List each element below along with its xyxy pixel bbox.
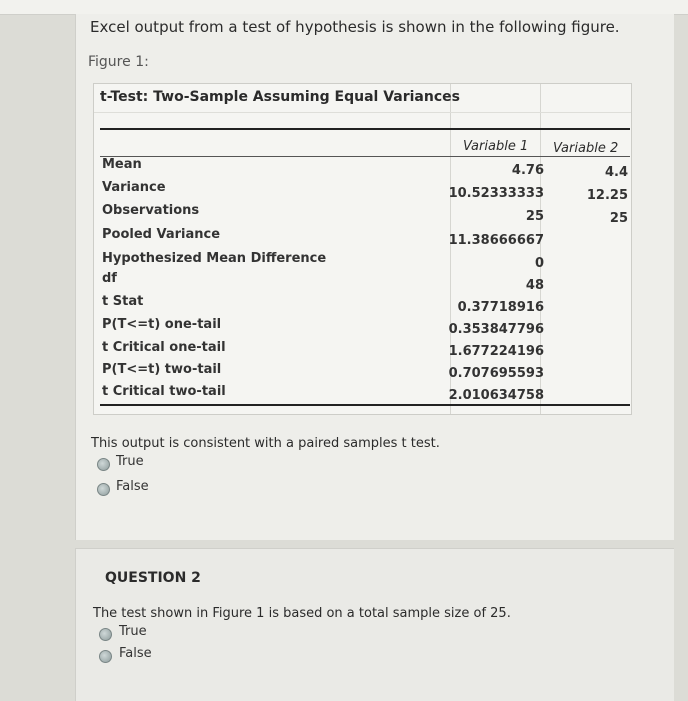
- row-label-pooled-variance: Pooled Variance: [102, 227, 221, 242]
- radio-true-q2[interactable]: [99, 628, 112, 641]
- grid-line: [450, 84, 451, 414]
- figure-label: Figure 1:: [88, 54, 149, 70]
- row-label-hypothesized-mean-difference: Hypothesized Mean Difference: [102, 251, 327, 266]
- p-two-tail-value: 0.707695593: [448, 366, 544, 381]
- pooled-variance-value: 11.38666667: [448, 233, 544, 248]
- p-one-tail-value: 0.353847796: [448, 322, 544, 337]
- column-header-variable-2: Variable 2: [553, 141, 619, 156]
- grid-line: [540, 84, 541, 414]
- option-false-q2-label[interactable]: False: [119, 646, 152, 661]
- mean-variable-2: 4.4: [604, 165, 628, 180]
- observations-variable-2: 25: [609, 211, 628, 226]
- intro-text: Excel output from a test of hypothesis is shown in the following figure.: [90, 18, 620, 36]
- row-label-p-one-tail: P(T<=t) one-tail: [102, 317, 222, 332]
- hypothesized-mean-difference-value: 0: [534, 256, 544, 271]
- question-1-text: This output is consistent with a paired samples t test.: [91, 436, 440, 451]
- grid-line: [94, 112, 631, 113]
- top-strip: [0, 0, 688, 15]
- t-critical-one-tail-value: 1.677224196: [448, 344, 544, 359]
- mean-variable-1: 4.76: [511, 163, 544, 178]
- row-label-t-critical-two-tail: t Critical two-tail: [102, 384, 226, 399]
- row-label-p-two-tail: P(T<=t) two-tail: [102, 362, 222, 377]
- radio-false-q2[interactable]: [99, 650, 112, 663]
- option-true-q2-label[interactable]: True: [119, 624, 147, 639]
- variance-variable-2: 12.25: [586, 188, 628, 203]
- option-true-q1-label[interactable]: True: [116, 454, 144, 469]
- question-2-text: The test shown in Figure 1 is based on a total sample size of 25.: [93, 606, 511, 621]
- row-label-t-stat: t Stat: [102, 294, 144, 309]
- table-top-rule: [100, 128, 630, 130]
- header-rule: [100, 156, 630, 157]
- table-title: t-Test: Two-Sample Assuming Equal Variances: [100, 89, 460, 105]
- row-label-df: df: [102, 271, 117, 286]
- table-bottom-rule: [100, 404, 630, 406]
- row-label-variance: Variance: [102, 180, 166, 195]
- df-value: 48: [525, 278, 544, 293]
- option-false-q1-label[interactable]: False: [116, 479, 149, 494]
- column-header-variable-1: Variable 1: [463, 139, 529, 154]
- question-2-title: QUESTION 2: [105, 570, 201, 586]
- observations-variable-1: 25: [525, 209, 544, 224]
- t-critical-two-tail-value: 2.010634758: [448, 388, 544, 403]
- row-label-t-critical-one-tail: t Critical one-tail: [102, 340, 226, 355]
- row-label-observations: Observations: [102, 203, 200, 218]
- t-stat-value: 0.37718916: [457, 300, 544, 315]
- radio-false-q1[interactable]: [97, 483, 110, 496]
- variance-variable-1: 10.52333333: [448, 186, 544, 201]
- radio-true-q1[interactable]: [97, 458, 110, 471]
- row-label-mean: Mean: [102, 157, 142, 172]
